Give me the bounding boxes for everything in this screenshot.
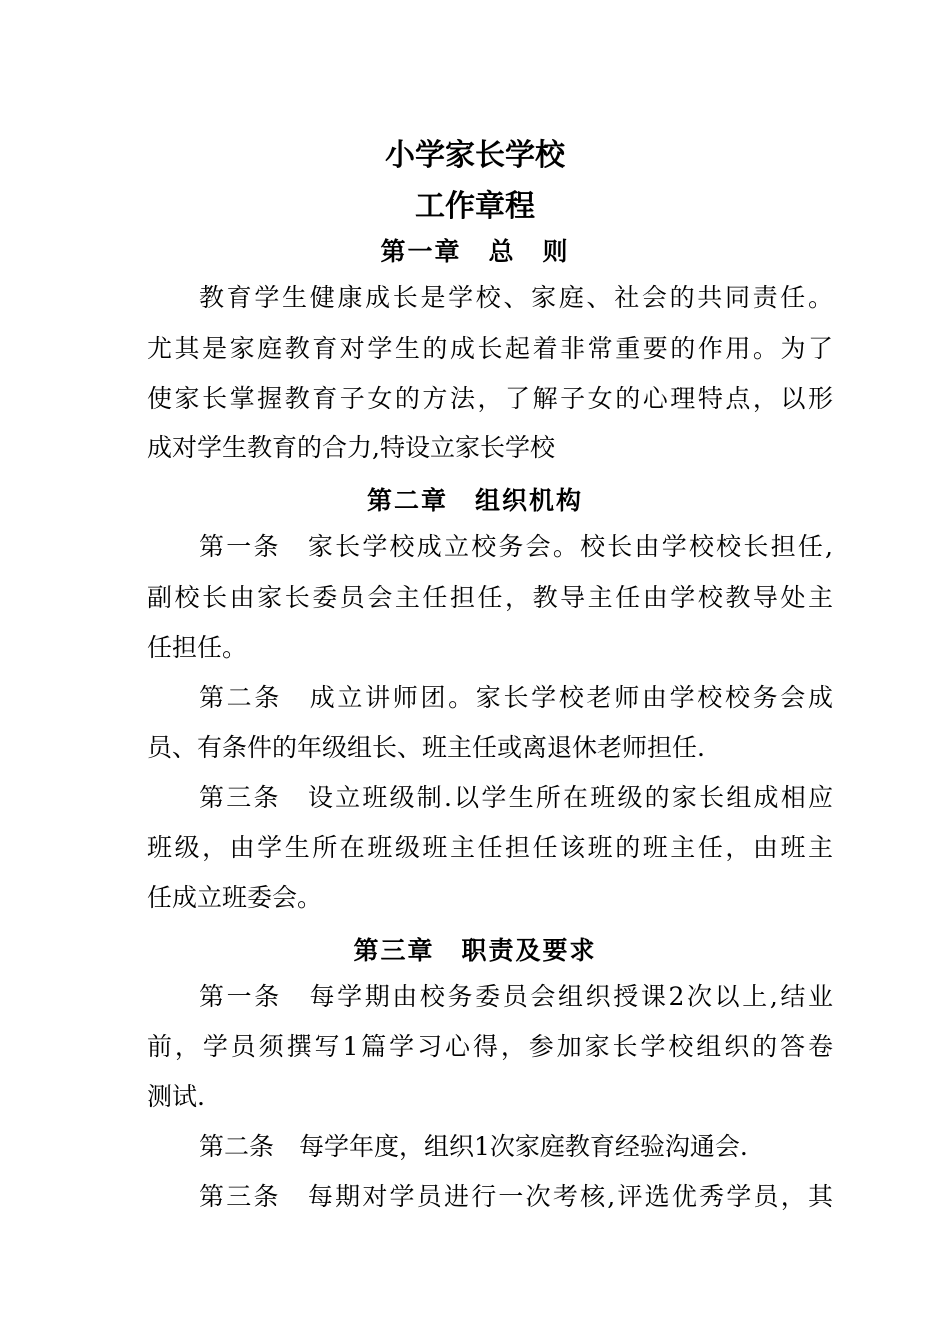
chapter-3-heading: 第三章 职责及要求 bbox=[353, 936, 597, 965]
paragraph-line: 教育学生健康成长是学校、家庭、社会的共同责任。 bbox=[199, 283, 833, 312]
paragraph-line: 使家长掌握教育子女的方法，了解子女的心理特点，以形 bbox=[147, 384, 833, 413]
article-line: 第二条 每学年度，组织1次家庭教育经验沟通会. bbox=[199, 1132, 748, 1161]
document-title: 小学家长学校 bbox=[385, 138, 565, 173]
article-line: 任成立班委会。 bbox=[147, 883, 323, 912]
article-line: 员、有条件的年级组长、班主任或离退休老师担任. bbox=[147, 733, 705, 762]
document-subtitle: 工作章程 bbox=[415, 189, 535, 224]
paragraph-line: 尤其是家庭教育对学生的成长起着非常重要的作用。为了 bbox=[147, 334, 833, 363]
article-line: 任担任。 bbox=[147, 633, 248, 662]
article-line: 第一条 每学期由校务委员会组织授课2次以上,结业 bbox=[199, 982, 833, 1011]
paragraph-line: 成对学生教育的合力,特设立家长学校 bbox=[147, 433, 555, 462]
article-line: 前，学员须撰写1篇学习心得，参加家长学校组织的答卷 bbox=[147, 1032, 833, 1061]
article-line: 第二条 成立讲师团。家长学校老师由学校校务会成 bbox=[199, 683, 833, 712]
chapter-2-heading: 第二章 组织机构 bbox=[366, 486, 583, 515]
article-line: 第三条 每期对学员进行一次考核,评选优秀学员，其 bbox=[199, 1182, 833, 1211]
article-line: 班级，由学生所在班级班主任担任该班的班主任，由班主 bbox=[147, 833, 833, 862]
article-line: 测试. bbox=[147, 1082, 205, 1111]
article-line: 第三条 设立班级制.以学生所在班级的家长组成相应 bbox=[199, 783, 833, 812]
article-line: 副校长由家长委员会主任担任，教导主任由学校教导处主 bbox=[147, 583, 833, 612]
article-line: 第一条 家长学校成立校务会。校长由学校校长担任, bbox=[199, 532, 833, 561]
chapter-1-heading: 第一章 总 则 bbox=[380, 237, 570, 266]
